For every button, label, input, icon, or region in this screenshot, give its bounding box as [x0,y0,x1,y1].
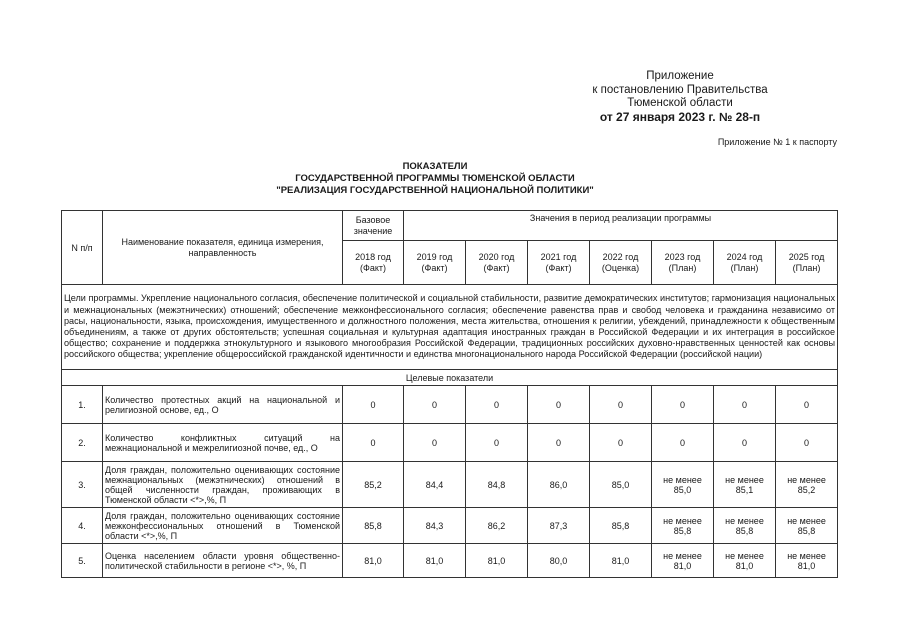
header-year-label: 2025 год [788,252,825,262]
indicator-name: Количество конфликтных ситуаций на межнациональной и межрелигиозной почве, ед., О [103,424,343,462]
indicator-value: не менее 81,0 [776,544,838,578]
indicator-value: не менее 81,0 [652,544,714,578]
appendix-line-1: Приложение [646,70,714,82]
header-year-4 [590,241,652,285]
indicator-value: 0 [404,424,466,462]
program-goals: Цели программы. Укрепление национального согласия, обеспечение политической и социальной стабильности, развитие демократических институтов; гармонизация национальных и межнациональных (межэтнических) отношений; обеспечение межконфессионального согласия; обеспечение равенства прав и свобод человека и гражданина независимо от расы, национальности, языка, происхождения, имущественного и должностного положения, места жительства, отношения к религии, убеждений, принадлежности к общественным объединениям, а также от других обстоятельств; успешная социальная и культурная адаптация иностранных граждан в Российской Федерации и их интеграция в российское общество; сохранение и поддержка этнокультурного и языкового многообразия Российской Федерации, традиционных российских духовно-нравственных ценностей как основы российского общества; укрепление общероссийской гражданской идентичности и единства многонационального народа Российской Федерации (российской нации) [62,285,838,370]
indicator-rows [62,386,838,578]
indicator-value: 0 [466,386,528,424]
indicator-value: 85,8 [590,508,652,544]
header-year-label: 2024 год [726,252,763,262]
indicator-value: 85,8 [343,508,404,544]
header-year-2 [466,241,528,285]
indicator-value: 84,8 [466,462,528,508]
header-year-type: (Оценка) [601,262,640,273]
indicator-value: 0 [528,386,590,424]
indicator-value: 0 [714,424,776,462]
row-number: 2. [62,424,103,462]
table-row [62,386,838,424]
appendix-line-3: Тюменской области [627,97,733,109]
indicator-value: 84,4 [404,462,466,508]
table-row [62,424,838,462]
header-year-label: 2020 год [478,252,515,262]
indicator-value: 81,0 [466,544,528,578]
indicator-value: 0 [343,424,404,462]
indicator-value: 0 [590,386,652,424]
passport-note: Приложение № 1 к паспорту [717,137,837,147]
indicator-value: 81,0 [404,544,466,578]
indicator-name: Доля граждан, положительно оценивающих состояние межнациональных (межэтнических) отношений в общей численности граждан, проживающих в Тюменской области <*>,%, П [103,462,343,508]
row-number: 4. [62,508,103,544]
indicators-table [61,210,838,578]
indicator-value: не менее 85,0 [652,462,714,508]
indicator-value: 81,0 [343,544,404,578]
title-line-1: ПОКАЗАТЕЛИ [402,161,468,172]
indicator-value: не менее 85,8 [776,508,838,544]
document-title [180,161,690,197]
header-period: Значения в период реализации программы [404,211,838,241]
header-year-label: 2018 год [355,252,391,262]
indicator-value: 0 [590,424,652,462]
header-year-label: 2023 год [664,252,701,262]
header-year-type: (План) [730,262,759,273]
section-target-indicators: Целевые показатели [62,370,838,386]
header-year-label: 2021 год [540,252,577,262]
indicator-value: 85,0 [590,462,652,508]
indicator-value: не менее 85,8 [714,508,776,544]
indicator-value: 0 [404,386,466,424]
header-year-label: 2022 год [602,252,639,262]
indicator-value: 87,3 [528,508,590,544]
header-year-type: (Факт) [359,262,386,273]
indicator-value: 85,2 [343,462,404,508]
appendix-block [560,70,800,124]
indicator-value: не менее 81,0 [714,544,776,578]
table-row [62,508,838,544]
indicator-value: не менее 85,8 [652,508,714,544]
appendix-date: от 27 января 2023 г. № 28-п [599,109,761,124]
indicator-value: 84,3 [404,508,466,544]
header-base: Базовое значение [343,211,404,241]
indicator-name: Количество протестных акций на национальной и религиозной основе, ед., О [103,386,343,424]
row-number: 5. [62,544,103,578]
indicator-value: не менее 85,1 [714,462,776,508]
indicator-value: 86,0 [528,462,590,508]
header-year-type: (Факт) [545,262,572,273]
header-year-type: (План) [668,262,697,273]
header-year-3 [528,241,590,285]
appendix-line-2: к постановлению Правительства [592,83,768,96]
indicator-name: Доля граждан, положительно оценивающих состояние межконфессиональных отношений в Тюменской области <*>,%, П [103,508,343,544]
indicator-value: 81,0 [590,544,652,578]
indicator-value: 0 [652,386,714,424]
indicator-value: не менее 85,2 [776,462,838,508]
indicator-value: 0 [466,424,528,462]
header-num: N п/п [62,211,103,285]
indicator-value: 0 [343,386,404,424]
indicator-value: 0 [776,386,838,424]
header-year-0 [343,241,404,285]
header-year-type: (Факт) [483,262,510,273]
indicator-value: 0 [652,424,714,462]
indicator-value: 0 [776,424,838,462]
header-year-type: (Факт) [421,262,448,273]
row-number: 1. [62,386,103,424]
header-year-6 [714,241,776,285]
header-year-label: 2019 год [416,252,453,262]
header-year-7 [776,241,838,285]
indicator-value: 0 [714,386,776,424]
title-line-2: ГОСУДАРСТВЕННОЙ ПРОГРАММЫ ТЮМЕНСКОЙ ОБЛАСТИ [295,173,575,184]
title-line-3: "РЕАЛИЗАЦИЯ ГОСУДАРСТВЕННОЙ НАЦИОНАЛЬНОЙ ПОЛИТИКИ" [276,185,594,196]
table-row [62,462,838,508]
row-number: 3. [62,462,103,508]
header-name: Наименование показателя, единица измерения, направленность [103,211,343,285]
table-row [62,544,838,578]
header-year-type: (План) [792,262,821,273]
indicator-name: Оценка населением области уровня общественно-политической стабильности в регионе <*>, %, П [103,544,343,578]
header-year-1 [404,241,466,285]
indicator-value: 80,0 [528,544,590,578]
header-year-5 [652,241,714,285]
indicator-value: 86,2 [466,508,528,544]
indicator-value: 0 [528,424,590,462]
